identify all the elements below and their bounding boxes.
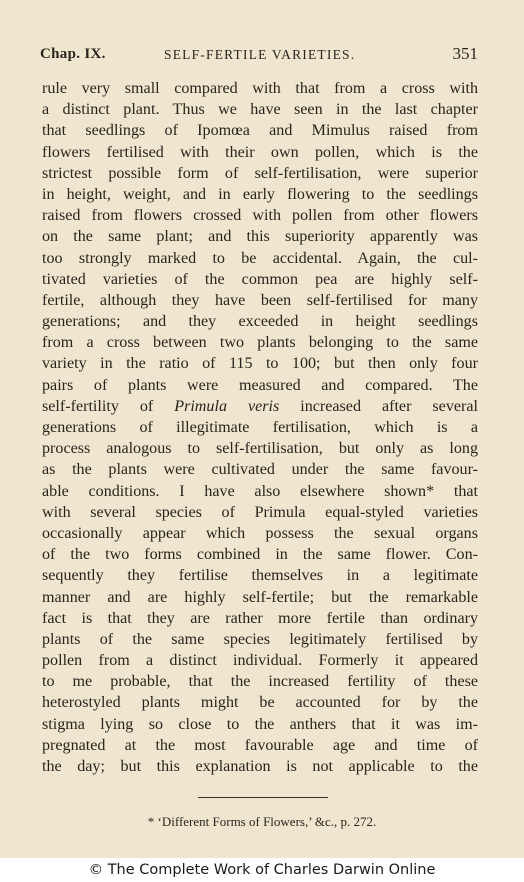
footnote-divider bbox=[198, 797, 328, 798]
text-line: heterostyled plants might be accounted for by the bbox=[42, 694, 478, 712]
text-line: as the plants were cultivated under the same favour- bbox=[42, 461, 478, 479]
text-line: with several species of Primula equal-styled varieties bbox=[42, 503, 478, 521]
text-line: the day; but this explanation is not applicable to the bbox=[42, 758, 478, 775]
chapter-label: Chap. IX. bbox=[40, 46, 106, 62]
text-line: a distinct plant. Thus we have seen in the last chapter bbox=[42, 101, 478, 119]
text-line: pollen from a distinct individual. Formerly it appeared bbox=[42, 652, 478, 670]
text-line: pairs of plants were measured and compared. The bbox=[42, 376, 478, 394]
text-line: raised from flowers crossed with pollen from other flowers bbox=[42, 207, 478, 225]
text-line: too strongly marked to be accidental. Again, the cul- bbox=[42, 249, 478, 267]
copyright-banner: © The Complete Work of Charles Darwin Online bbox=[0, 858, 524, 882]
text-line: of the two forms combined in the same flower. Con- bbox=[42, 546, 478, 564]
species-name: Primula veris bbox=[174, 397, 280, 415]
text-line: generations of illegitimate fertilisation, which is a bbox=[42, 419, 478, 436]
text-line: sequently they fertilise themselves in a legitimate bbox=[42, 567, 478, 585]
text-line: in height, weight, and in early flowering to the seedlings bbox=[42, 185, 478, 203]
text-line: to me probable, that the increased fertility of these bbox=[42, 673, 478, 691]
text-line: from a cross between two plants belonging to the same bbox=[42, 334, 478, 352]
running-title: SELF-FERTILE VARIETIES. bbox=[164, 47, 356, 62]
running-head bbox=[40, 44, 478, 66]
text-line: generations; and they exceeded in height seedlings bbox=[42, 313, 478, 331]
text-line-with-italic bbox=[42, 396, 478, 417]
text-line: able conditions. I have also elsewhere shown* that bbox=[42, 482, 478, 500]
text-line: variety in the ratio of 115 to 100; but then only four bbox=[42, 355, 478, 373]
text-line: manner and are highly self-fertile; but the remarkable bbox=[42, 588, 478, 606]
line-suffix: increased after several bbox=[279, 397, 478, 415]
body-text bbox=[42, 78, 478, 777]
text-line: occasionally appear which possess the sexual organs bbox=[42, 524, 478, 542]
text-line: tivated varieties of the common pea are highly self- bbox=[42, 270, 478, 288]
text-line: fertile, although they have been self-fertilised for many bbox=[42, 291, 478, 309]
text-line: process analogous to self-fertilisation, but only as long bbox=[42, 440, 478, 458]
text-line: strictest possible form of self-fertilisation, were superior bbox=[42, 164, 478, 182]
line-prefix: self-fertility of bbox=[42, 397, 175, 415]
text-line: stigma lying so close to the anthers that it was im- bbox=[42, 715, 478, 733]
text-line: that seedlings of Ipomœa and Mimulus raised from bbox=[42, 122, 478, 140]
footnote: * ‘Different Forms of Flowers,’ &c., p. 272. bbox=[147, 814, 377, 829]
text-line: plants of the same species legitimately fertilised by bbox=[42, 630, 478, 648]
text-line: rule very small compared with that from a cross with bbox=[42, 80, 478, 97]
text-line: on the same plant; and this superiority apparently was bbox=[42, 228, 478, 246]
text-line: flowers fertilised with their own pollen, which is the bbox=[42, 143, 478, 161]
text-line: pregnated at the most favourable age and time of bbox=[42, 736, 478, 754]
text-line: fact is that they are rather more fertile than ordinary bbox=[42, 609, 478, 627]
page-number: 351 bbox=[452, 44, 478, 63]
